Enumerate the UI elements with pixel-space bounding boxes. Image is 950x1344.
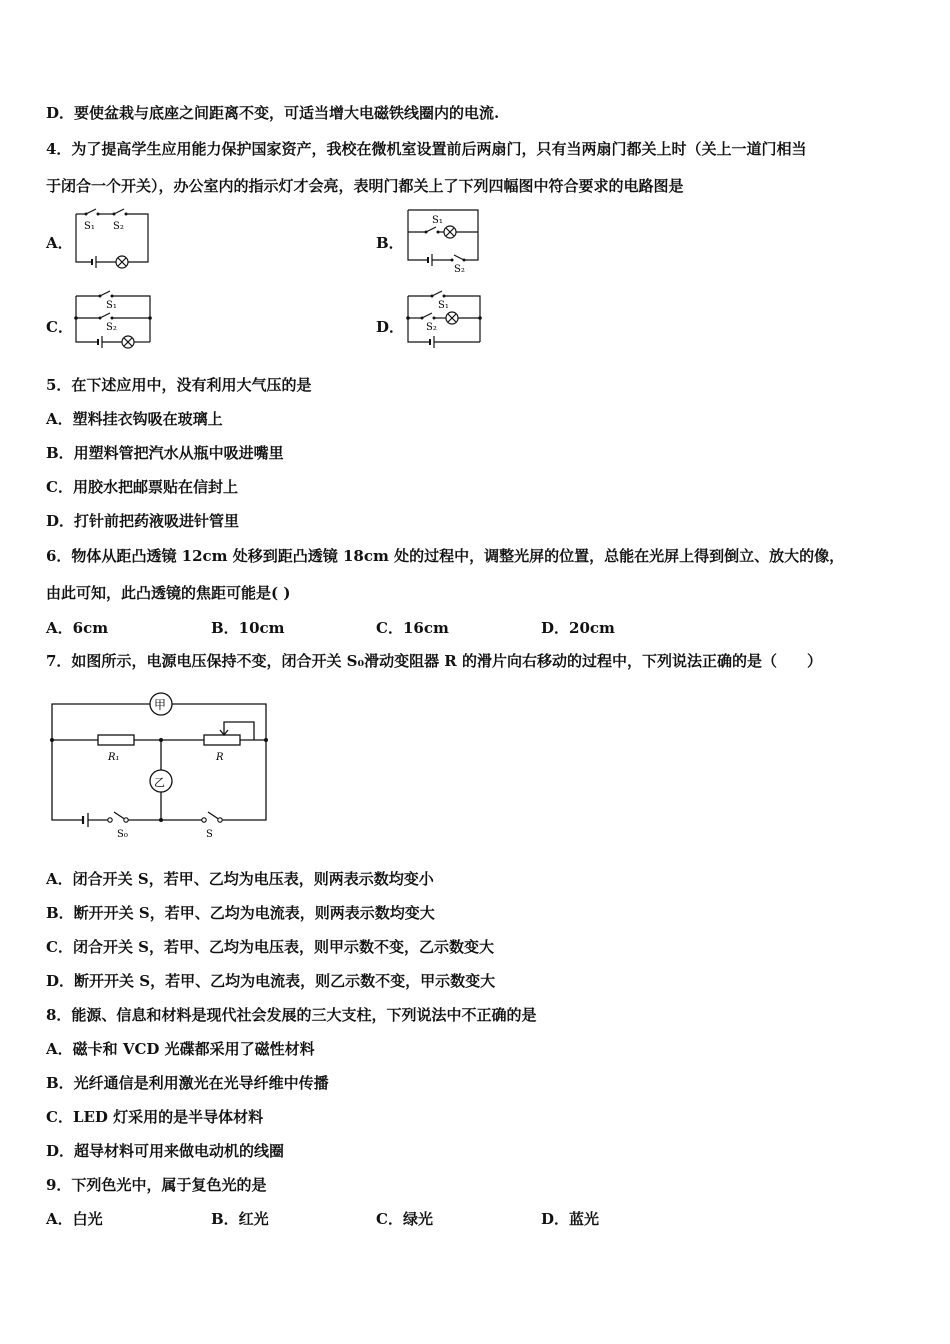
q4-stem-line2: 于闭合一个开关），办公室内的指示灯才会亮，表明门都关上了下列四幅图中符合要求的电路图是 bbox=[46, 177, 684, 195]
q5-option-b: B．用塑料管把汽水从瓶中吸进嘴里 bbox=[46, 444, 284, 462]
q9-option-b: B．红光 bbox=[211, 1210, 269, 1228]
q4-circuit-d bbox=[402, 290, 492, 358]
q5-option-d: D．打针前把药液吸进针管里 bbox=[46, 512, 240, 530]
q5-stem: 5．在下述应用中，没有利用大气压的是 bbox=[46, 376, 312, 394]
q6-stem-line2: 由此可知，此凸透镜的焦距可能是( ) bbox=[46, 584, 291, 602]
q4-label-d: D． bbox=[376, 318, 405, 336]
q9-option-d: D．蓝光 bbox=[541, 1210, 600, 1228]
q5-option-c: C．用胶水把邮票贴在信封上 bbox=[46, 478, 238, 496]
q4-circuit-c bbox=[70, 290, 160, 358]
q4-label-b: B． bbox=[376, 234, 404, 252]
q8-option-c: C．LED 灯采用的是半导体材料 bbox=[46, 1108, 264, 1126]
q4b-s2-label: S₂ bbox=[454, 264, 465, 275]
q7-stem: 7．如图所示，电源电压保持不变，闭合开关 S₀滑动变阻器 R 的滑片向右移动的过程中，下列说法正确的是（ ） bbox=[46, 652, 822, 670]
q3-option-d: D．要使盆栽与底座之间距离不变，可适当增大电磁铁线圈内的电流. bbox=[46, 104, 500, 122]
q7-s-label: S bbox=[206, 829, 213, 840]
q4-stem-line1: 4．为了提高学生应用能力保护国家资产，我校在微机室设置前后两扇门，只有当两扇门都关上时（关上一道门相当 bbox=[46, 140, 807, 158]
q4a-s2-label: S₂ bbox=[113, 221, 124, 232]
q4c-s1-label: S₁ bbox=[106, 300, 117, 311]
q4b-s1-label: S₁ bbox=[432, 215, 443, 226]
q6-option-b: B．10cm bbox=[211, 619, 285, 637]
q7-r1-label: R₁ bbox=[108, 752, 120, 763]
q7-option-c: C．闭合开关 S，若甲、乙均为电压表，则甲示数不变，乙示数变大 bbox=[46, 938, 494, 956]
q7-option-d: D．断开开关 S，若甲、乙均为电流表，则乙示数不变，甲示数变大 bbox=[46, 972, 496, 990]
q4-circuit-b bbox=[402, 206, 492, 276]
q6-option-d: D．20cm bbox=[541, 619, 615, 637]
q8-option-b: B．光纤通信是利用激光在光导纤维中传播 bbox=[46, 1074, 329, 1092]
q4c-s2-label: S₂ bbox=[106, 322, 117, 333]
q4-circuit-a bbox=[70, 206, 160, 274]
q7-option-a: A．闭合开关 S，若甲、乙均为电压表，则两表示数均变小 bbox=[46, 870, 434, 888]
q6-option-c: C．16cm bbox=[376, 619, 449, 637]
q4d-s1-label: S₁ bbox=[438, 300, 449, 311]
q7-circuit-diagram bbox=[46, 682, 278, 842]
q6-option-a: A．6cm bbox=[46, 619, 109, 637]
q4-label-c: C． bbox=[46, 318, 73, 336]
q8-option-a: A．磁卡和 VCD 光碟都采用了磁性材料 bbox=[46, 1040, 315, 1058]
q7-r-label: R bbox=[216, 752, 224, 763]
q7-s0-label: S₀ bbox=[117, 829, 128, 840]
q4a-s1-label: S₁ bbox=[84, 221, 95, 232]
q6-stem-line1: 6．物体从距凸透镜 12cm 处移到距凸透镜 18cm 处的过程中，调整光屏的位置，总能在光屏上得到倒立、放大的像， bbox=[46, 547, 845, 565]
q7-option-b: B．断开开关 S，若甲、乙均为电流表，则两表示数均变大 bbox=[46, 904, 435, 922]
q9-option-c: C．绿光 bbox=[376, 1210, 433, 1228]
q4-label-a: A． bbox=[46, 234, 73, 252]
q4d-s2-label: S₂ bbox=[426, 322, 437, 333]
q9-option-a: A．白光 bbox=[46, 1210, 103, 1228]
q5-option-a: A．塑料挂衣钩吸在玻璃上 bbox=[46, 410, 223, 428]
q7-meter-yi: 乙 bbox=[154, 776, 165, 789]
q9-stem: 9．下列色光中，属于复色光的是 bbox=[46, 1176, 267, 1194]
q8-stem: 8．能源、信息和材料是现代社会发展的三大支柱，下列说法中不正确的是 bbox=[46, 1006, 537, 1024]
q7-meter-jia: 甲 bbox=[154, 698, 167, 712]
q8-option-d: D．超导材料可用来做电动机的线圈 bbox=[46, 1142, 285, 1160]
